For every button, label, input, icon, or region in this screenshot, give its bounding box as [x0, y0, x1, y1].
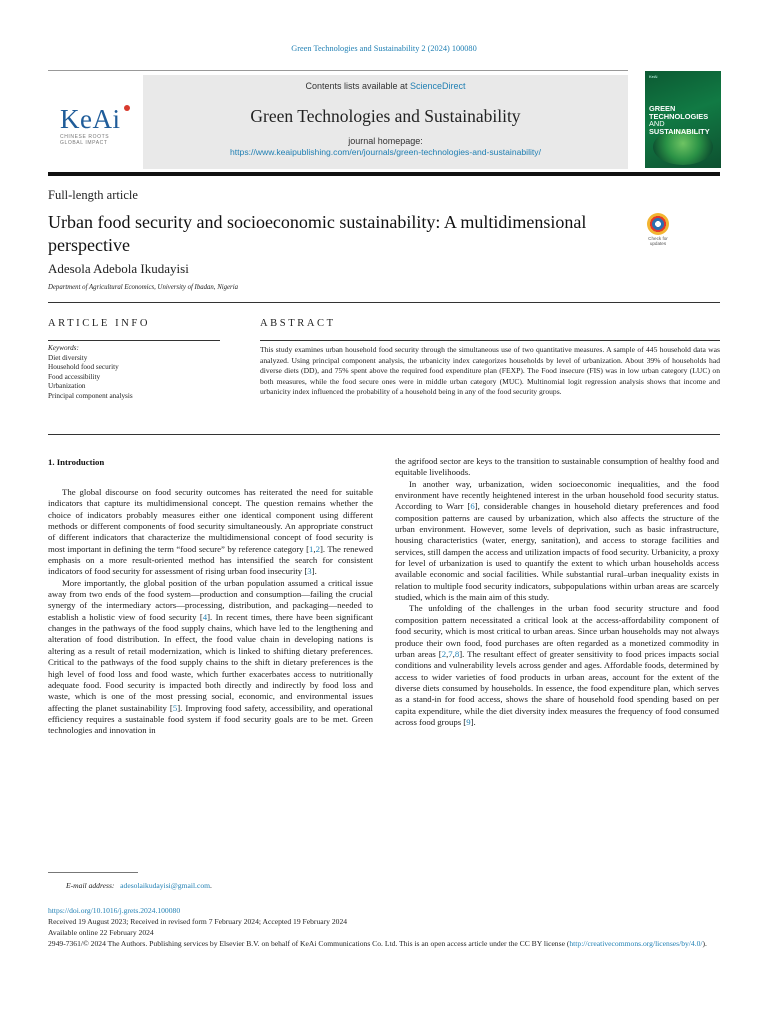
citation-link[interactable]: 2: [441, 648, 447, 659]
keywords-label: Keywords:: [48, 344, 79, 352]
cover-title: GREEN TECHNOLOGIES AND SUSTAINABILITY: [649, 104, 710, 136]
body-left-column: [48, 487, 373, 737]
citation-link[interactable]: 9: [466, 716, 471, 727]
body-right-column: [395, 456, 719, 728]
keyword-item: Diet diversity: [48, 353, 88, 362]
body-paragraph: the agrifood sector are keys to the transition to sustainable consumption of healthy food and equitable livelihoods.: [395, 456, 719, 478]
header-divider: [48, 70, 628, 71]
corresponding-email: E-mail address: adesolaikudayisi@gmail.com.: [66, 881, 212, 890]
keai-logo-text: KeAi: [60, 106, 130, 133]
keai-logo-dot-icon: [124, 105, 130, 111]
check-for-updates-button[interactable]: [640, 213, 676, 251]
body-paragraph: The unfolding of the challenges in the urban food security structure and food composition pattern necessitated a critical look at the access-affordability component of food security, which is most critical to urban areas. Since urban households may not always produce their own food, food purchases are often regarded as a monetized commodity in urban areas [2,7,8]. The resultant effect of greater sensitivity to food prices impacts social conditions and vulnerability levels across gender and ages. Affordable foods, determined by access to wider varieties of food products in urban areas, account for the extent of the diverse diets consumed by households. In essence, the food expenditure plan, which serves as a stand-in for food access, shows the share of household food spending based on per capita expenditure, while the diet diversity index measures the frequency of food consumed across food groups [9].: [395, 603, 720, 727]
citation-link[interactable]: 6: [470, 501, 475, 512]
crossmark-label: Check for updates: [648, 236, 668, 246]
body-paragraph: The global discourse on food security outcomes has reiterated the need for suitable indicators that capture its multidimensional concept. The question remains whether the choice of indicators probably measures either one identical component using different methods or different components of food security simultaneously. An appropriate construct of different indicators that characterize the multidimensional concept of food security is most important in defining the term “food secure” by reference category [1,2]. The renewed emphasis on a more result-oriented method has intensified the search for consistent indicators of food security for assessment of rising urban food insecurity [3].: [48, 487, 373, 577]
journal-cover-image[interactable]: [645, 71, 721, 168]
citation-link[interactable]: 8: [454, 648, 460, 659]
author-name[interactable]: Adesola Adebola Ikudayisi: [48, 261, 189, 276]
cover-publisher-mark: KeAi: [649, 74, 658, 79]
license-statement: 2949-7361/© 2024 The Authors. Publishing services by Elsevier B.V. on behalf of KeAi Communications Co. Ltd. This is an open access article under the CC BY license (http://creativecommons.org/licenses/by/4.0/).: [48, 939, 707, 948]
citation-link[interactable]: 4: [202, 611, 208, 622]
doi-link[interactable]: https://doi.org/10.1016/j.grets.2024.100080: [48, 906, 181, 915]
keyword-item: Principal component analysis: [48, 391, 133, 400]
citation-link[interactable]: 5: [172, 702, 178, 713]
body-paragraph: In another way, urbanization, widen socioeconomic inequalities, and the food environment have recently heightened interest in the urban household food security status. According to Warr [6], considerable changes in household dietary preferences and food composition patterns are caused by urbanization, which also affects the structure of the urban environment. However, some levels of deprivation, such as basic infrastructure, housing characteristics (water, energy, sanitation), and access to storage facilities and services, still dampen the access and utilization impacts of food security. Urbanicity, a proxy for level of urbanization is used to quantify the extent to which urban households access available economic and social facilities. While substantial rural–urban inequality exists in relation to multiple food security indicators, subpopulations within urban areas are scarcely studied, which is the main aim of this study.: [395, 478, 720, 603]
citation-link[interactable]: 1: [309, 543, 314, 554]
citation-link[interactable]: 3: [307, 566, 312, 577]
journal-homepage-link[interactable]: https://www.keaipublishing.com/en/journals/green-technologies-and-sustainability/: [230, 147, 541, 157]
journal-title: Green Technologies and Sustainability: [250, 106, 521, 126]
available-online-date: Available online 22 February 2024: [48, 928, 154, 937]
header-thick-rule: [48, 172, 720, 176]
contents-line: Contents lists available at ScienceDirect: [305, 81, 466, 91]
keyword-item: Urbanization: [48, 382, 86, 391]
keyword-item: Household food security: [48, 363, 119, 372]
abstract-rule: [260, 340, 720, 341]
abstract-bottom-rule: [48, 434, 720, 435]
keai-logo[interactable]: [60, 106, 130, 147]
article-type: Full-length article: [48, 188, 138, 202]
journal-info-box: [143, 75, 628, 169]
received-dates: Received 19 August 2023; Received in revised form 7 February 2024; Accepted 19 February 2024: [48, 917, 348, 926]
body-paragraph: More importantly, the global position of the urban population assumed a critical issue away from two ends of the food system—production and consumption—failing the crucial synergy of the intermediary actors—processing, distribution, and packaging—needed to establish a holistic view of food security [4]. In recent times, there have been significant changes in the pathways of the food supply chains, which have led to the lengthening and alteration of food distribution. In effect, the food value chain in developing nations is altering as a result of retail modernization, which is linked to shifting dietary preferences. Critical to the pathways of the food supply chains to the shift in dietary preferences is the high level of food loss and food waste, which further exacerbates access to nutritionally adequate food. Food security is impacted both directly and indirectly by food loss and waste, which is one of the most pressing social, economic, and environmental issues affecting the planet sustainability [5]. Improving food safety, accessibility, and operational efficiency requires a sustainable food system if food security goals are to be met. Green technologies and innovation in: [48, 577, 373, 736]
footnote-rule: [48, 872, 138, 873]
citation-link[interactable]: 7: [448, 648, 453, 659]
keyword-item: Food accessibility: [48, 372, 101, 381]
article-info-heading: ARTICLE INFO: [48, 318, 151, 329]
journal-citation[interactable]: Green Technologies and Sustainability 2 (2024) 100080: [291, 44, 477, 53]
author-affiliation: Department of Agricultural Economics, University of Ibadan, Nigeria: [48, 284, 238, 291]
homepage-label: journal homepage:: [348, 136, 423, 146]
article-footer: [48, 905, 720, 949]
sciencedirect-link[interactable]: ScienceDirect: [410, 81, 466, 91]
email-link[interactable]: adesolaikudayisi@gmail.com: [120, 881, 211, 890]
journal-header: [48, 70, 720, 172]
meta-divider: [48, 302, 720, 303]
article-info-rule: [48, 340, 220, 341]
keywords-list: [48, 344, 223, 402]
crossmark-icon: [647, 213, 669, 235]
article-title: Urban food security and socioeconomic sustainability: A multidimensional perspective: [48, 212, 587, 255]
abstract-heading: ABSTRACT: [260, 318, 336, 329]
citation-link[interactable]: 2: [315, 543, 320, 554]
introduction-heading: 1. Introduction: [48, 457, 105, 467]
license-link[interactable]: http://creativecommons.org/licenses/by/4.0/: [569, 939, 703, 948]
keai-tagline: CHINESE ROOTS GLOBAL IMPACT: [60, 134, 110, 146]
abstract-text: This study examines urban household food security through the simultaneous use of two quantitative measures. A sample of 445 household data was analyzed. Using principal component analysis, the urbanicity index categorizes households by level of urbanization. About 39% of households had diverse diets (DD), and 75% spent above the required food expenditure plan (FEXP). The Food insecure (FIS) was in low urban category (LUC) on both measures, while the food secure ones were in middle urban category (MUC). Multinomial logit regression analysis shows that income and urbanicity index influenced the probability of a household being in any of the food security groups.: [260, 345, 720, 397]
